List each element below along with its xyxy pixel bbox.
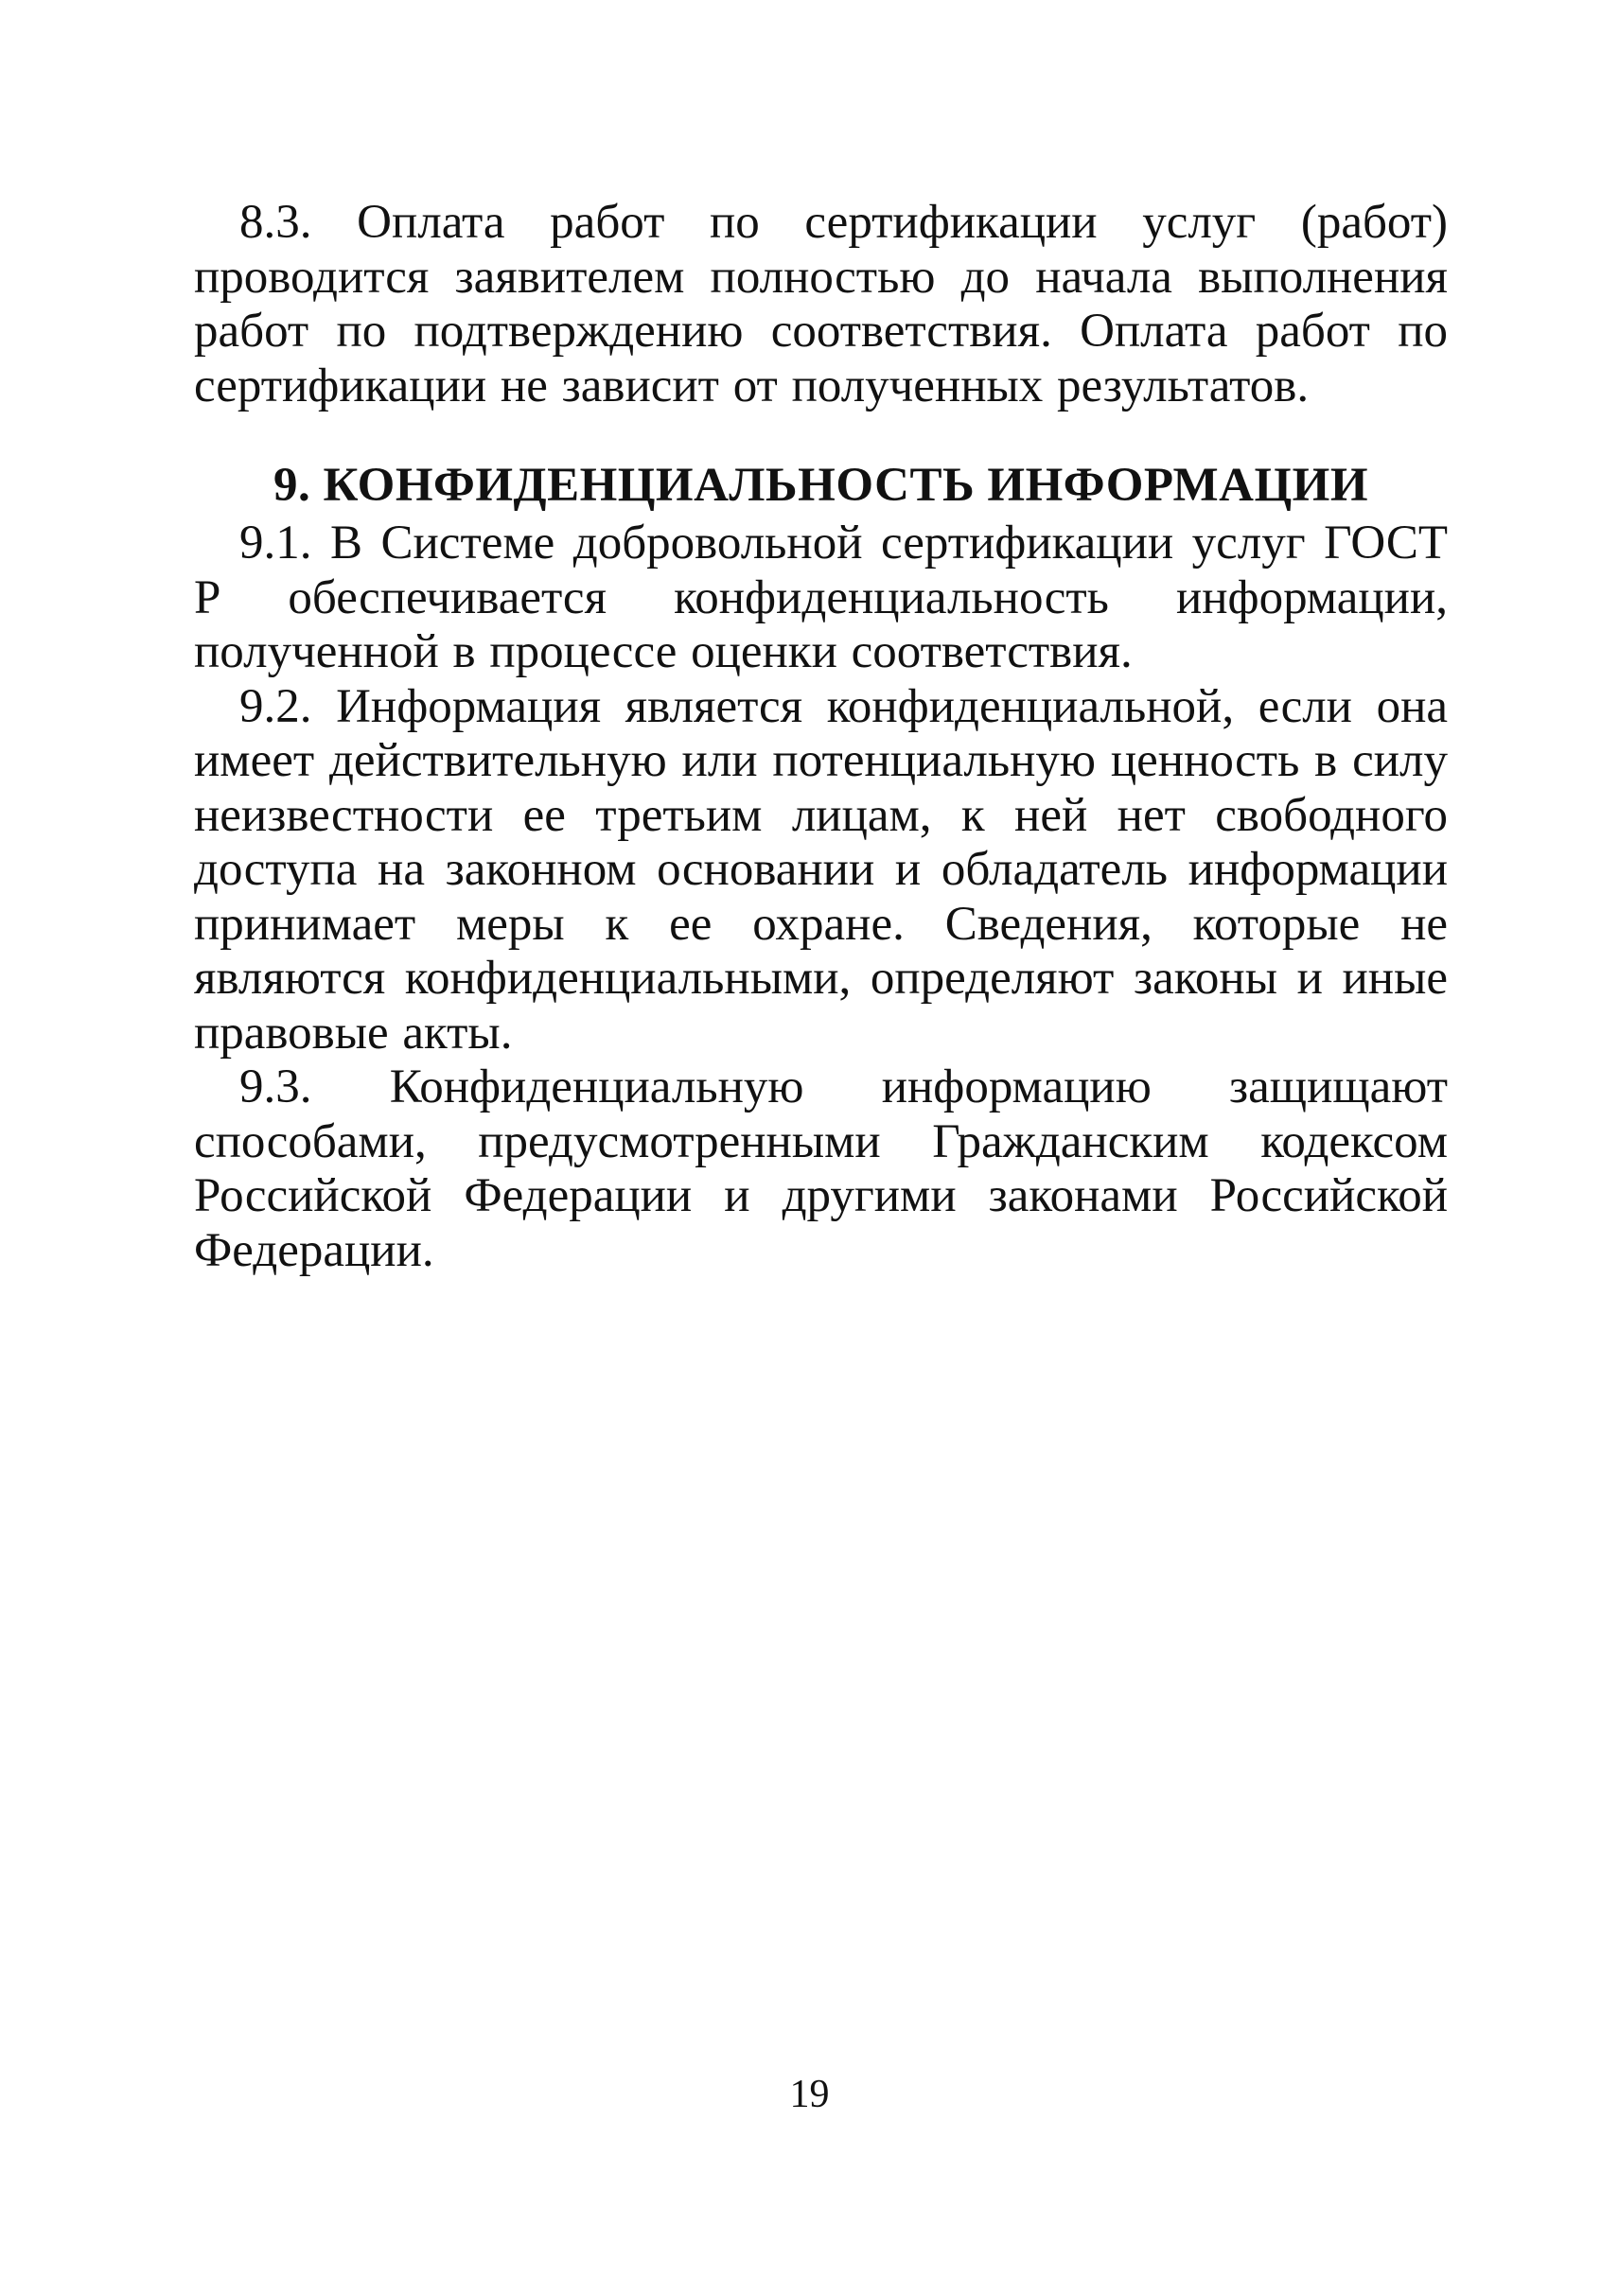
section-heading: 9. КОНФИДЕНЦИАЛЬНОСТЬ ИНФОРМАЦИИ [273,459,1369,512]
page-content [194,196,1448,1278]
paragraph-9-1: 9.1. В Системе добровольной сертификации услуг ГОСТ Р обеспечивается конфиденциальность информации, полученной в процессе оценки соответствия. [194,517,1448,678]
page-number: 19 [789,2073,830,2116]
paragraph-9-2: 9.2. Информация является конфиденциальной, если она имеет действительную или потенциальную ценность в силу неизвестности ее третьим лицам, к ней нет свободного доступа на законном основании и обладатель информации принимает меры к ее охране. Сведения, которые не являются конфиденциальными, определяют законы и иные правовые акты. [194,679,1448,1060]
paragraph-9-3: 9.3. Конфиденциальную информацию защищают способами, предусмотренными Гражданским кодексом Российской Федерации и другими законами Российской Федерации. [194,1060,1448,1277]
paragraph-8-3: 8.3. Оплата работ по сертификации услуг (работ) проводится заявителем полностью до начала выполнения работ по подтверждению соответствия. Оплата работ по сертификации не зависит от полученных результатов. [194,196,1448,412]
